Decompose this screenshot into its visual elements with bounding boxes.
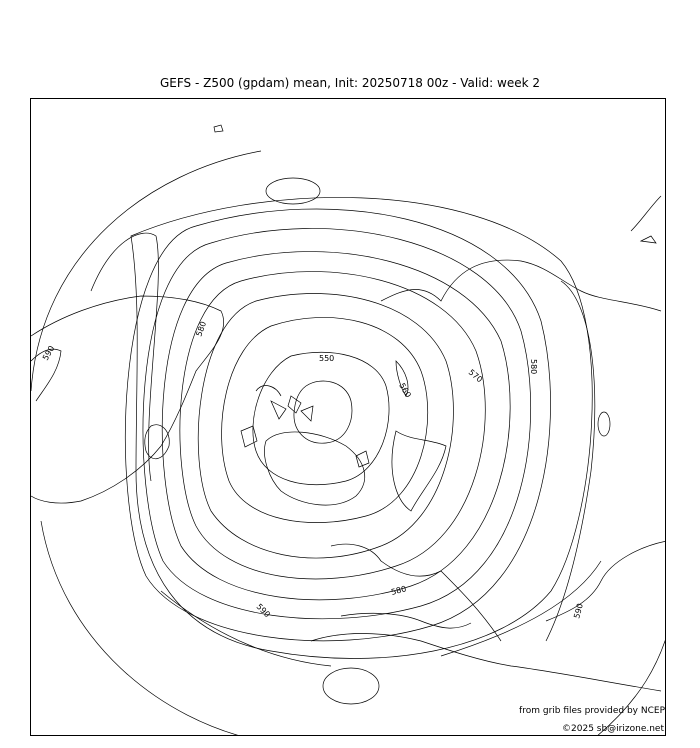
contour-540 [294, 381, 352, 443]
atlantic-blob [323, 668, 379, 704]
contour-label-580-b: 580 [529, 359, 538, 375]
svalbard-island [356, 451, 369, 467]
contour-label-560: 560 [397, 381, 413, 400]
contour-580 [143, 228, 531, 618]
africa-north-coast [311, 634, 661, 692]
contour-label-580-c: 580 [390, 584, 408, 597]
hemispheric-map [31, 99, 666, 736]
contour-590-inner [131, 197, 592, 658]
contour-label-590-b: 590 [254, 602, 272, 620]
pacific-blob [266, 178, 320, 204]
contour-label-580-a: 580 [194, 320, 209, 338]
contour-label-590-c: 590 [572, 602, 585, 620]
mediterranean-sea [341, 613, 471, 628]
contour-570a [198, 294, 453, 559]
eurasia-north-coast [381, 260, 661, 311]
contour-label-590-a: 590 [40, 344, 57, 362]
map-frame [30, 98, 666, 736]
data-source-credit: from grib files provided by NCEP [519, 706, 665, 716]
contour-575 [162, 252, 510, 600]
north-america-outline [31, 296, 224, 503]
europe-coast [331, 544, 501, 641]
contour-585 [125, 209, 550, 641]
hemisphere-boundary [31, 151, 666, 736]
japan-islands [631, 196, 661, 243]
contour-550 [253, 352, 389, 485]
caspian-sea [598, 412, 610, 436]
contour-label-570: 570 [466, 367, 485, 385]
contour-label-550: 550 [319, 354, 335, 363]
greenland-outline [264, 432, 364, 505]
copyright-credit: ©2025 sb@irizone.net [562, 724, 664, 734]
arabia-outline [546, 541, 666, 621]
map-title: GEFS - Z500 (gpdam) mean, Init: 20250718 00z - Valid: week 2 [159, 76, 541, 90]
arctic-archipelago [241, 386, 313, 447]
scandinavia-outline [392, 431, 446, 511]
small-island-top [214, 125, 223, 132]
